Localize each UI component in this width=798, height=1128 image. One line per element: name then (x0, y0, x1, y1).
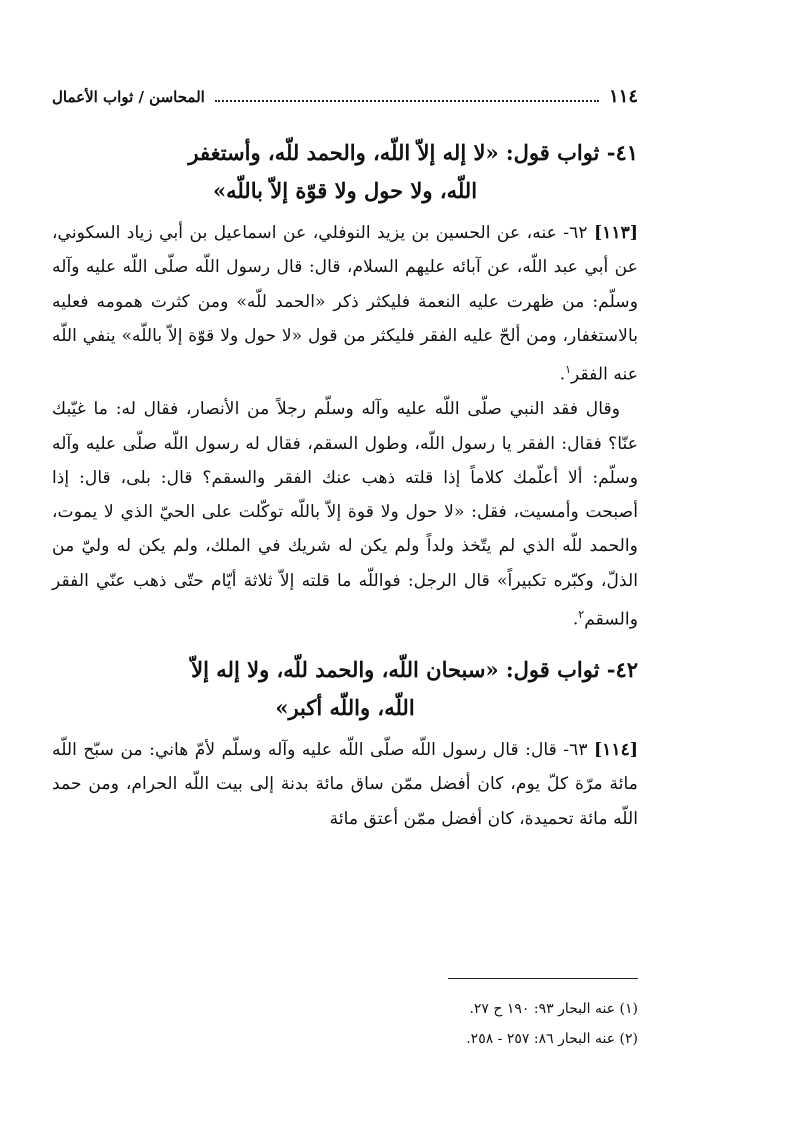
footnote-1: (١) عنه البحار ٩٣: ١٩٠ ح ٢٧. (469, 1001, 638, 1017)
hadith-113-paragraph: [١١٣] ٦٢- عنه، عن الحسين بن يزيد النوفلي، عن اسماعيل بن أبي زياد السكوني، عن أبي عبد اللّه، عن آبائه عليهم السلام، قال: قال رسول اللّه صلّى اللّه عليه وآله وسلّم: من ظهرت عليه النعمة فليكثر ذكر «الحمد للّه» ومن كثرت همومه فعليه بالاستغفار، ومن ألحّ عليه الفقر فليكثر من قول «لا حول ولا قوّة إلاّ باللّه» ينفي اللّه عنه الفقر$^١$. (52, 223, 638, 385)
book-page (52, 86, 638, 1086)
hadith-113-continuation-text: وقال فقد النبي صلّى اللّه عليه وآله وسلّم رجلاً من الأنصار، فقال له: ما غيّبك عنّا؟ فقال: الفقر يا رسول اللّه، وطول السقم، فقال له رسول اللّه صلّى عليه وآله وسلّم: ألا أعلّمك كلاماً إذا قلته ذهب عنك الفقر والسقم؟ قال: بلى، قال: إذا أصبحت وأمسيت، فقل: «لا حول ولا قوة إلاّ باللّه توكّلت على الحيّ الذي لا يموت، والحمد للّه الذي لم يتّخذ ولداً ولم يكن له شريك في الملك، ولم يكن له وليّ من الذلّ، وكبّره تكبيراً» قال الرجل: فواللّه ما قلته إلاّ ثلاثة أيّام حتّى ذهب عنّي الفقر والسقم (52, 399, 638, 630)
footnote-1-marker: ١ (565, 363, 571, 377)
footnote-2: (٢) عنه البحار ٨٦: ٢٥٧ - ٢٥٨. (466, 1031, 638, 1047)
section-41-heading-line2: اللّه، ولا حول ولا قوّة إلاّ باللّه» (212, 178, 478, 203)
section-41-heading-line1: ٤١- ثواب قول: «لا إله إلاّ اللّه، والحمد للّه، وأستغفر (188, 140, 638, 165)
hadith-113-ref: [١١٣] (594, 223, 638, 243)
section-42-heading-line2: اللّه، واللّه أكبر» (275, 695, 415, 721)
section-41-heading (52, 134, 638, 210)
footnote-separator (448, 978, 638, 979)
section-42-heading (52, 651, 638, 727)
hadith-114-text: ٦٣- قال: قال رسول اللّه صلّى اللّه عليه وآله وسلّم لأمّ هاني: من سبّح اللّه مائة مرّة كلّ يوم، كان أفضل ممّن ساق مائة بدنة إلى بيت اللّه الحرام، ومن حمد اللّه مائة تحميدة، كان أفضل ممّن أعتق مائة (52, 740, 638, 829)
running-title: المحاسن / ثواب الأعمال (52, 88, 205, 106)
hadith-114-ref: [١١٤] (594, 740, 638, 761)
section-42-heading-line1: ٤٢- ثواب قول: «سبحان اللّه، والحمد للّه، ولا إله إلاّ (191, 657, 638, 683)
hadith-113-text: ٦٢- عنه، عن الحسين بن يزيد النوفلي، عن اسماعيل بن أبي زياد السكوني، عن أبي عبد اللّه، عن آبائه عليهم السلام، قال: قال رسول اللّه صلّى اللّه عليه وآله وسلّم: من ظهرت عليه النعمة فليكثر ذكر «الحمد للّه» ومن كثرت همومه فعليه بالاستغفار، ومن ألحّ عليه الفقر فليكثر من قول «لا حول ولا قوّة إلاّ باللّه» ينفي اللّه عنه الفقر (52, 223, 638, 385)
running-header (52, 86, 638, 120)
header-dot-leader (215, 100, 599, 102)
hadith-114-paragraph (52, 733, 638, 836)
footnote-2-marker: ٢ (578, 608, 585, 621)
page-number: ١١٤ (608, 86, 638, 107)
hadith-113-continuation: وقال فقد النبي صلّى اللّه عليه وآله وسلّم رجلاً من الأنصار، فقال له: ما غيّبك عنّا؟ فقال: الفقر يا رسول اللّه، وطول السقم، فقال له رسول اللّه صلّى عليه وآله وسلّم: ألا أعلّمك كلاماً إذا قلته ذهب عنك الفقر والسقم؟ قال: بلى، قال: إذا أصبحت وأمسيت، فقل: «لا حول ولا قوة إلاّ باللّه توكّلت على الحيّ الذي لا يموت، والحمد للّه الذي لم يتّخذ ولداً ولم يكن له شريك في الملك، ولم يكن له وليّ من الذلّ، وكبّره تكبيراً» قال الرجل: فواللّه ما قلته إلاّ ثلاثة أيّام حتّى ذهب عنّي الفقر والسقم$^٢$. (52, 399, 638, 630)
footnotes (52, 994, 638, 1054)
